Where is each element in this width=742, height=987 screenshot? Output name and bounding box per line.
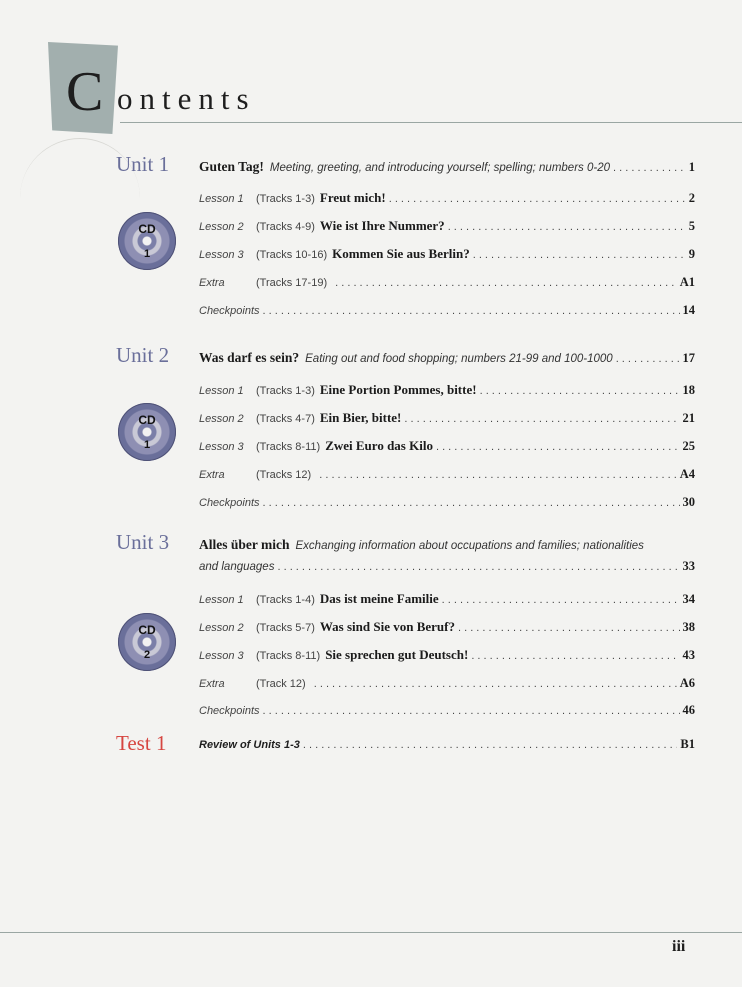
unit-3-title-line-2[interactable]: [199, 557, 695, 576]
cd-number: 1: [143, 439, 151, 451]
page-ref: 33: [682, 559, 695, 573]
unit-title: Guten Tag!: [199, 159, 264, 174]
unit-2-title-line[interactable]: [199, 348, 695, 369]
page-ref: B1: [680, 737, 695, 751]
lesson-tracks: (Tracks 8-11): [256, 441, 321, 453]
lesson-label: Lesson 3: [199, 441, 244, 453]
lesson-row[interactable]: [199, 217, 695, 236]
lesson-name: Eine Portion Pommes, bitte!: [319, 382, 477, 397]
page-ref: A4: [679, 467, 695, 481]
leader-dots: [436, 438, 680, 456]
lesson-row-extra[interactable]: [199, 465, 695, 484]
unit-description: Eating out and food shopping; numbers 21-99 and 100-1000: [305, 353, 613, 365]
page-ref: A6: [679, 676, 695, 690]
leader-dots: [473, 246, 686, 264]
leader-dots: [442, 591, 680, 609]
leader-dots: [319, 466, 677, 484]
leader-dots: [389, 190, 686, 208]
leader-dots: [263, 302, 680, 320]
lesson-tracks: (Tracks 4-9): [256, 221, 315, 233]
checkpoints-row[interactable]: [199, 493, 695, 512]
cd-label: CD: [138, 413, 156, 427]
cd-label: CD: [138, 222, 156, 236]
leader-dots: [335, 274, 677, 292]
lesson-row[interactable]: [199, 245, 695, 264]
page-ref: 25: [682, 439, 695, 453]
checkpoints-label: Checkpoints: [199, 497, 260, 509]
lesson-label: Lesson 3: [199, 650, 244, 662]
unit-description: Meeting, greeting, and introducing yourself; spelling; numbers 0-20: [269, 162, 610, 174]
checkpoints-row[interactable]: [199, 301, 695, 320]
checkpoints-row[interactable]: [199, 701, 695, 720]
lesson-row[interactable]: [199, 381, 695, 400]
test-title: Review of Units 1-3: [199, 739, 300, 751]
page-ref: 18: [682, 383, 695, 397]
unit-title: Was darf es sein?: [199, 350, 300, 365]
lesson-label: Lesson 1: [199, 385, 244, 397]
cd-icon: [118, 212, 176, 270]
lesson-row-extra[interactable]: [199, 273, 695, 292]
page-ref: 46: [682, 703, 695, 717]
lesson-label: Lesson 2: [199, 622, 244, 634]
page-ref: 34: [682, 592, 695, 606]
leader-dots: [314, 675, 677, 693]
leader-dots: [471, 647, 679, 665]
lesson-label: Extra: [199, 277, 225, 289]
lesson-label: Extra: [199, 678, 225, 690]
leader-dots: [458, 619, 680, 637]
cd-icon: [118, 613, 176, 671]
lesson-row[interactable]: [199, 189, 695, 208]
leader-dots: [613, 158, 686, 178]
leader-dots: [480, 382, 680, 400]
lesson-row[interactable]: [199, 590, 695, 609]
lesson-name: Sie sprechen gut Deutsch!: [325, 647, 469, 662]
unit-1-title-line[interactable]: [199, 157, 695, 178]
lesson-name: Wie ist Ihre Nummer?: [319, 218, 445, 233]
leader-dots: [303, 736, 678, 754]
lesson-label: Extra: [199, 469, 225, 481]
unit-description-cont: and languages: [199, 561, 275, 573]
lesson-label: Lesson 1: [199, 594, 244, 606]
page-ref: 17: [682, 351, 695, 365]
checkpoints-label: Checkpoints: [199, 705, 260, 717]
leader-dots: [448, 218, 686, 236]
lesson-tracks: (Tracks 4-7): [256, 413, 315, 425]
lesson-row[interactable]: [199, 618, 695, 637]
test-1-label: Test 1: [116, 731, 167, 755]
cd-label: CD: [138, 623, 156, 637]
unit-title: Alles über mich: [199, 537, 290, 552]
leader-dots: [277, 558, 679, 576]
lesson-name: Zwei Euro das Kilo: [325, 438, 433, 453]
cd-number: 1: [143, 248, 151, 260]
lesson-tracks: (Tracks 1-3): [256, 193, 315, 205]
leader-dots: [404, 410, 679, 428]
lesson-tracks: (Track 12): [256, 678, 306, 690]
lesson-row[interactable]: [199, 409, 695, 428]
leader-dots: [263, 494, 680, 512]
page-ref: 1: [688, 160, 695, 174]
lesson-tracks: (Tracks 5-7): [256, 622, 315, 634]
header-rule: [120, 122, 742, 123]
lesson-label: Lesson 3: [199, 249, 244, 261]
lesson-label: Lesson 2: [199, 413, 244, 425]
unit-2-label: Unit 2: [116, 343, 170, 367]
lesson-tracks: (Tracks 8-11): [256, 650, 321, 662]
lesson-label: Lesson 2: [199, 221, 244, 233]
page-ref: 38: [682, 620, 695, 634]
page-ref: A1: [679, 275, 695, 289]
lesson-name: Kommen Sie aus Berlin?: [332, 246, 470, 261]
lesson-tracks: (Tracks 17-19): [256, 277, 328, 289]
lesson-name: Ein Bier, bitte!: [319, 410, 402, 425]
lesson-row-extra[interactable]: [199, 674, 695, 693]
cd-number: 2: [143, 649, 151, 661]
cd-icon: [118, 403, 176, 461]
unit-1-label: Unit 1: [116, 152, 170, 176]
lesson-tracks: (Tracks 1-4): [256, 594, 315, 606]
lesson-label: Lesson 1: [199, 193, 244, 205]
lesson-name: Das ist meine Familie: [319, 591, 439, 606]
page-ref: 43: [682, 648, 695, 662]
page-ref: 5: [688, 219, 695, 233]
leader-dots: [616, 349, 680, 369]
title-rest: ontents: [117, 81, 256, 116]
page-number: iii: [672, 938, 686, 955]
lesson-name: Was sind Sie von Beruf?: [319, 619, 455, 634]
lesson-row[interactable]: [199, 437, 695, 456]
page-ref: 14: [682, 303, 695, 317]
title-initial: C: [66, 61, 104, 123]
lesson-tracks: (Tracks 10-16): [256, 249, 328, 261]
lesson-tracks: (Tracks 12): [256, 469, 312, 481]
footer-rule: [0, 932, 742, 933]
lesson-name: Freut mich!: [319, 190, 386, 205]
page-ref: 2: [688, 191, 695, 205]
unit-3-title-line[interactable]: [199, 535, 695, 556]
checkpoints-label: Checkpoints: [199, 305, 260, 317]
lesson-row[interactable]: [199, 646, 695, 665]
leader-dots: [263, 702, 680, 720]
unit-3-label: Unit 3: [116, 530, 170, 554]
unit-description: Exchanging information about occupations and families; nationalities: [295, 540, 644, 552]
test-1-row[interactable]: [199, 735, 695, 754]
page-ref: 21: [682, 411, 695, 425]
page-ref: 9: [688, 247, 695, 261]
lesson-tracks: (Tracks 1-3): [256, 385, 315, 397]
page-ref: 30: [682, 495, 695, 509]
